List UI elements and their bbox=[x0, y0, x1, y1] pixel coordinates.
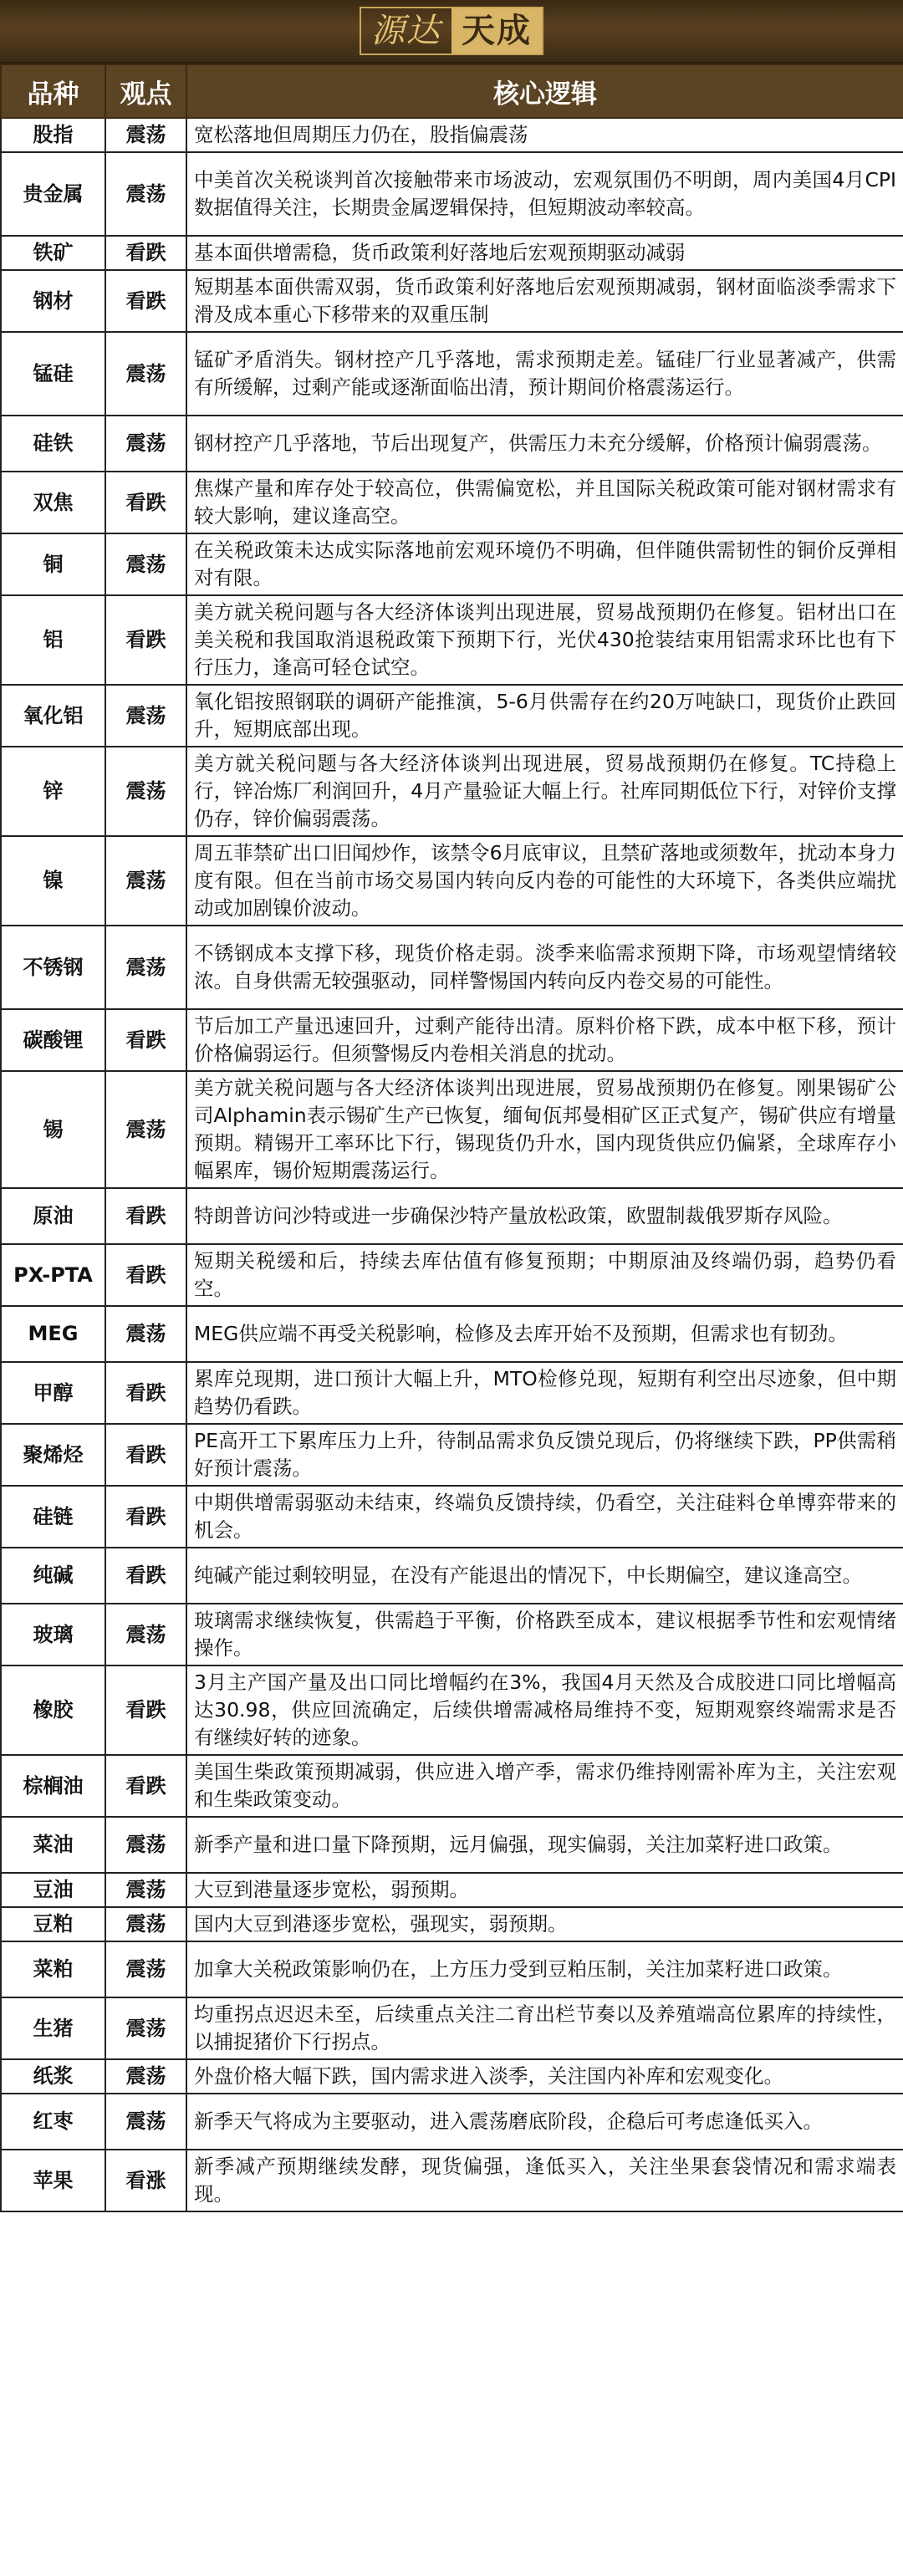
variety-cell: 苹果 bbox=[1, 2150, 105, 2211]
logic-cell: 特朗普访问沙特或进一步确保沙特产量放松政策，欧盟制裁俄罗斯存风险。 bbox=[186, 1188, 903, 1244]
logic-cell: 周五菲禁矿出口旧闻炒作，该禁令6月底审议，且禁矿落地或须数年，扰动本身力度有限。但在当前市场交易国内转向反内卷的可能性的大环境下，各类供应端扰动或加剧镍价波动。 bbox=[186, 836, 903, 926]
variety-cell: 铁矿 bbox=[1, 236, 105, 270]
logic-cell: 美国生柴政策预期减弱，供应进入增产季，需求仍维持刚需补库为主，关注宏观和生柴政策变动。 bbox=[186, 1755, 903, 1817]
view-cell: 震荡 bbox=[105, 1604, 186, 1665]
variety-cell: 双焦 bbox=[1, 472, 105, 533]
variety-cell: 贵金属 bbox=[1, 152, 105, 236]
table-row bbox=[1, 1604, 903, 1665]
logic-cell: 宽松落地但周期压力仍在，股指偏震荡 bbox=[186, 118, 903, 152]
view-cell: 震荡 bbox=[105, 2059, 186, 2094]
view-cell: 看跌 bbox=[105, 1755, 186, 1817]
table-row bbox=[1, 2059, 903, 2094]
table-row bbox=[1, 533, 903, 595]
table-row bbox=[1, 1188, 903, 1244]
variety-cell: 红枣 bbox=[1, 2094, 105, 2150]
table-row bbox=[1, 1755, 903, 1817]
view-cell: 震荡 bbox=[105, 685, 186, 747]
variety-cell: 纸浆 bbox=[1, 2059, 105, 2094]
variety-cell: MEG bbox=[1, 1306, 105, 1362]
table-row bbox=[1, 2094, 903, 2150]
view-cell: 看跌 bbox=[105, 1548, 186, 1604]
table-row bbox=[1, 1244, 903, 1306]
table-row bbox=[1, 595, 903, 685]
logic-cell: 锰矿矛盾消失。钢材控产几乎落地，需求预期走差。锰硅厂行业显著减产，供需有所缓解，过剩产能或逐渐面临出清，预计期间价格震荡运行。 bbox=[186, 332, 903, 416]
logo-text-part2: 天成 bbox=[452, 8, 542, 54]
logic-cell: PE高开工下累库压力上升，待制品需求负反馈兑现后，仍将继续下跌，PP供需稍好预计震荡。 bbox=[186, 1424, 903, 1486]
header-view: 观点 bbox=[105, 64, 186, 118]
view-cell: 震荡 bbox=[105, 2094, 186, 2150]
table-row bbox=[1, 747, 903, 836]
logic-cell: 钢材控产几乎落地，节后出现复产，供需压力未充分缓解，价格预计偏弱震荡。 bbox=[186, 416, 903, 472]
view-cell: 看跌 bbox=[105, 595, 186, 685]
view-cell: 看跌 bbox=[105, 236, 186, 270]
variety-cell: 氧化铝 bbox=[1, 685, 105, 747]
variety-cell: 豆油 bbox=[1, 1873, 105, 1907]
view-cell: 看跌 bbox=[105, 472, 186, 533]
logic-cell: 在关税政策未达成实际落地前宏观环境仍不明确，但伴随供需韧性的铜价反弹相对有限。 bbox=[186, 533, 903, 595]
header-banner bbox=[0, 0, 903, 64]
logic-cell: 中美首次关税谈判首次接触带来市场波动，宏观氛围仍不明朗，周内美国4月CPI数据值得关注，长期贵金属逻辑保持，但短期波动率较高。 bbox=[186, 152, 903, 236]
table-row bbox=[1, 236, 903, 270]
variety-cell: 原油 bbox=[1, 1188, 105, 1244]
view-cell: 震荡 bbox=[105, 1306, 186, 1362]
variety-cell: 玻璃 bbox=[1, 1604, 105, 1665]
table-row bbox=[1, 1424, 903, 1486]
table-row bbox=[1, 1009, 903, 1071]
variety-cell: 棕榈油 bbox=[1, 1755, 105, 1817]
table-row bbox=[1, 1873, 903, 1907]
view-cell: 看跌 bbox=[105, 1009, 186, 1071]
variety-cell: PX-PTA bbox=[1, 1244, 105, 1306]
view-cell: 看跌 bbox=[105, 1665, 186, 1755]
variety-cell: 锰硅 bbox=[1, 332, 105, 416]
variety-cell: 硅链 bbox=[1, 1486, 105, 1548]
table-row bbox=[1, 2150, 903, 2211]
variety-cell: 锌 bbox=[1, 747, 105, 836]
table-row bbox=[1, 1941, 903, 1997]
logic-cell: 基本面供增需稳，货币政策利好落地后宏观预期驱动减弱 bbox=[186, 236, 903, 270]
logic-cell: 均重拐点迟迟未至，后续重点关注二育出栏节奏以及养殖端高位累库的持续性，以捕捉猪价下行拐点。 bbox=[186, 1997, 903, 2059]
view-cell: 震荡 bbox=[105, 118, 186, 152]
variety-cell: 不锈钢 bbox=[1, 926, 105, 1009]
logic-cell: 国内大豆到港逐步宽松，强现实，弱预期。 bbox=[186, 1907, 903, 1941]
view-cell: 看跌 bbox=[105, 270, 186, 332]
variety-cell: 聚烯烃 bbox=[1, 1424, 105, 1486]
table-row bbox=[1, 1071, 903, 1188]
view-cell: 震荡 bbox=[105, 1941, 186, 1997]
view-cell: 看跌 bbox=[105, 1188, 186, 1244]
variety-cell: 纯碱 bbox=[1, 1548, 105, 1604]
logic-cell: 新季减产预期继续发酵，现货偏强，逢低买入，关注坐果套袋情况和需求端表现。 bbox=[186, 2150, 903, 2211]
logic-cell: 节后加工产量迅速回升，过剩产能待出清。原料价格下跌，成本中枢下移，预计价格偏弱运行。但须警惕反内卷相关消息的扰动。 bbox=[186, 1009, 903, 1071]
table-row bbox=[1, 118, 903, 152]
logo-text-part1: 源达 bbox=[371, 12, 441, 50]
header-variety: 品种 bbox=[1, 64, 105, 118]
table-row bbox=[1, 1486, 903, 1548]
table-header-row bbox=[1, 64, 903, 118]
view-cell: 震荡 bbox=[105, 332, 186, 416]
table-row bbox=[1, 472, 903, 533]
logic-cell: 3月主产国产量及出口同比增幅约在3%，我国4月天然及合成胶进口同比增幅高达30.98，供应回流确定，后续供增需减格局维持不变，短期观察终端需求是否有继续好转的迹象。 bbox=[186, 1665, 903, 1755]
logic-cell: 美方就关税问题与各大经济体谈判出现进展，贸易战预期仍在修复。TC持稳上行，锌冶炼厂利润回升，4月产量验证大幅上行。社库同期低位下行，对锌价支撑仍存，锌价偏弱震荡。 bbox=[186, 747, 903, 836]
view-cell: 震荡 bbox=[105, 747, 186, 836]
table-row bbox=[1, 332, 903, 416]
variety-cell: 豆粕 bbox=[1, 1907, 105, 1941]
table-row bbox=[1, 270, 903, 332]
variety-cell: 甲醇 bbox=[1, 1362, 105, 1424]
variety-cell: 钢材 bbox=[1, 270, 105, 332]
logic-cell: 大豆到港量逐步宽松，弱预期。 bbox=[186, 1873, 903, 1907]
logic-cell: 美方就关税问题与各大经济体谈判出现进展，贸易战预期仍在修复。铝材出口在美关税和我国取消退税政策下预期下行，光伏430抢装结束用铝需求环比也有下行压力，逢高可轻仓试空。 bbox=[186, 595, 903, 685]
view-cell: 看跌 bbox=[105, 1362, 186, 1424]
view-cell: 震荡 bbox=[105, 152, 186, 236]
view-cell: 看跌 bbox=[105, 1486, 186, 1548]
table-row bbox=[1, 1817, 903, 1873]
table-row bbox=[1, 152, 903, 236]
logic-cell: 不锈钢成本支撑下移，现货价格走弱。淡季来临需求预期下降，市场观望情绪较浓。自身供需无较强驱动，同样警惕国内转向反内卷交易的可能性。 bbox=[186, 926, 903, 1009]
table-row bbox=[1, 1306, 903, 1362]
view-cell: 看涨 bbox=[105, 2150, 186, 2211]
logic-cell: 焦煤产量和库存处于较高位，供需偏宽松，并且国际关税政策可能对钢材需求有较大影响，建议逢高空。 bbox=[186, 472, 903, 533]
variety-cell: 碳酸锂 bbox=[1, 1009, 105, 1071]
view-cell: 震荡 bbox=[105, 416, 186, 472]
view-cell: 震荡 bbox=[105, 1873, 186, 1907]
view-cell: 看跌 bbox=[105, 1244, 186, 1306]
variety-cell: 镍 bbox=[1, 836, 105, 926]
table-row bbox=[1, 1665, 903, 1755]
variety-cell: 铜 bbox=[1, 533, 105, 595]
table-body bbox=[1, 118, 903, 2211]
table-row bbox=[1, 416, 903, 472]
view-cell: 震荡 bbox=[105, 1997, 186, 2059]
logic-cell: 外盘价格大幅下跌，国内需求进入淡季，关注国内补库和宏观变化。 bbox=[186, 2059, 903, 2094]
variety-cell: 生猪 bbox=[1, 1997, 105, 2059]
table-row bbox=[1, 1907, 903, 1941]
logic-cell: 美方就关税问题与各大经济体谈判出现进展，贸易战预期仍在修复。刚果锡矿公司Alphamin表示锡矿生产已恢复，缅甸佤邦曼相矿区正式复产，锡矿供应有增量预期。精锡开工率环比下行，锡现货仍升水，国内现货供应仍偏紧，全球库存小幅累库，锡价短期震荡运行。 bbox=[186, 1071, 903, 1188]
view-cell: 震荡 bbox=[105, 1817, 186, 1873]
view-cell: 震荡 bbox=[105, 836, 186, 926]
logic-cell: 加拿大关税政策影响仍在，上方压力受到豆粕压制，关注加菜籽进口政策。 bbox=[186, 1941, 903, 1997]
logic-cell: 纯碱产能过剩较明显，在没有产能退出的情况下，中长期偏空，建议逢高空。 bbox=[186, 1548, 903, 1604]
view-cell: 震荡 bbox=[105, 1071, 186, 1188]
table-row bbox=[1, 1997, 903, 2059]
logic-cell: 累库兑现期，进口预计大幅上升，MTO检修兑现，短期有利空出尽迹象，但中期趋势仍看跌。 bbox=[186, 1362, 903, 1424]
strategy-table bbox=[0, 64, 903, 2212]
view-cell: 看跌 bbox=[105, 1424, 186, 1486]
variety-cell: 硅铁 bbox=[1, 416, 105, 472]
variety-cell: 铝 bbox=[1, 595, 105, 685]
logic-cell: 新季产量和进口量下降预期，远月偏强，现实偏弱，关注加菜籽进口政策。 bbox=[186, 1817, 903, 1873]
variety-cell: 菜粕 bbox=[1, 1941, 105, 1997]
logic-cell: 氧化铝按照钢联的调研产能推演，5-6月供需存在约20万吨缺口，现货价止跌回升，短期底部出现。 bbox=[186, 685, 903, 747]
table-row bbox=[1, 836, 903, 926]
table-row bbox=[1, 926, 903, 1009]
view-cell: 震荡 bbox=[105, 926, 186, 1009]
brand-logo bbox=[360, 7, 543, 55]
logic-cell: 中期供增需弱驱动未结束，终端负反馈持续，仍看空，关注硅料仓单博弈带来的机会。 bbox=[186, 1486, 903, 1548]
variety-cell: 橡胶 bbox=[1, 1665, 105, 1755]
table-row bbox=[1, 1362, 903, 1424]
logic-cell: 玻璃需求继续恢复，供需趋于平衡，价格跌至成本，建议根据季节性和宏观情绪操作。 bbox=[186, 1604, 903, 1665]
table-row bbox=[1, 685, 903, 747]
view-cell: 震荡 bbox=[105, 1907, 186, 1941]
logic-cell: 新季天气将成为主要驱动，进入震荡磨底阶段，企稳后可考虑逢低买入。 bbox=[186, 2094, 903, 2150]
logic-cell: MEG供应端不再受关税影响，检修及去库开始不及预期，但需求也有韧劲。 bbox=[186, 1306, 903, 1362]
variety-cell: 菜油 bbox=[1, 1817, 105, 1873]
table-row bbox=[1, 1548, 903, 1604]
view-cell: 震荡 bbox=[105, 533, 186, 595]
logic-cell: 短期关税缓和后，持续去库估值有修复预期；中期原油及终端仍弱，趋势仍看空。 bbox=[186, 1244, 903, 1306]
logic-cell: 短期基本面供需双弱，货币政策利好落地后宏观预期减弱，钢材面临淡季需求下滑及成本重心下移带来的双重压制 bbox=[186, 270, 903, 332]
variety-cell: 锡 bbox=[1, 1071, 105, 1188]
header-logic: 核心逻辑 bbox=[186, 64, 903, 118]
variety-cell: 股指 bbox=[1, 118, 105, 152]
